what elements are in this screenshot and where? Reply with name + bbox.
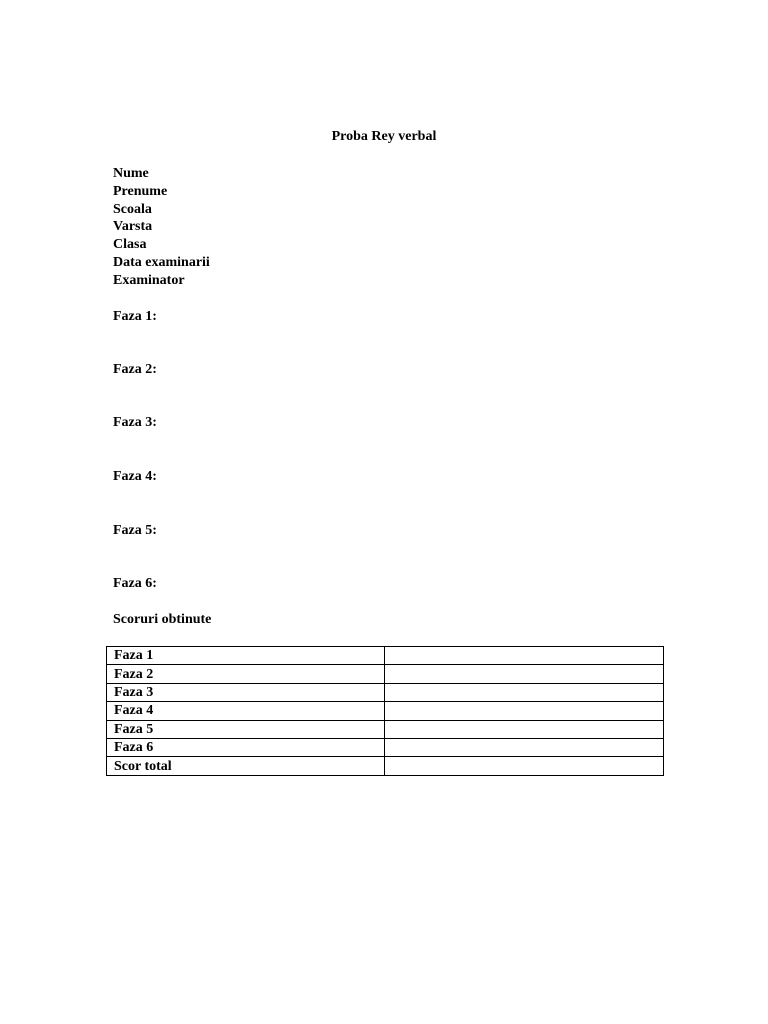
field-scoala: Scoala: [113, 201, 152, 217]
row-value-cell: [385, 702, 664, 720]
scores-title: Scoruri obtinute: [113, 612, 212, 627]
row-value-cell: [385, 720, 664, 738]
row-label: Faza 6: [107, 738, 385, 756]
scores-table: [106, 646, 664, 776]
field-data-examinarii: Data examinarii: [113, 254, 210, 270]
table-row: [107, 720, 664, 738]
table-row: [107, 757, 664, 775]
row-label: Faza 2: [107, 665, 385, 683]
phase-1-label: Faza 1:: [113, 309, 157, 324]
row-value-cell: [385, 757, 664, 775]
field-clasa: Clasa: [113, 237, 147, 253]
row-label: Scor total: [107, 757, 385, 775]
table-row: [107, 647, 664, 665]
phase-4-label: Faza 4:: [113, 469, 157, 484]
phase-2-label: Faza 2:: [113, 362, 157, 377]
table-row: [107, 702, 664, 720]
row-value-cell: [385, 665, 664, 683]
row-value-cell: [385, 647, 664, 665]
field-prenume: Prenume: [113, 183, 168, 199]
field-examinator: Examinator: [113, 272, 185, 288]
page-title: Proba Rey verbal: [331, 129, 437, 144]
examinee-fields: [113, 165, 210, 290]
table-row: [107, 665, 664, 683]
phase-6-label: Faza 6:: [113, 576, 157, 591]
row-value-cell: [385, 738, 664, 756]
row-label: Faza 4: [107, 702, 385, 720]
table-row: [107, 738, 664, 756]
row-label: Faza 3: [107, 683, 385, 701]
field-varsta: Varsta: [113, 219, 153, 235]
table-row: [107, 683, 664, 701]
row-value-cell: [385, 683, 664, 701]
row-label: Faza 5: [107, 720, 385, 738]
row-label: Faza 1: [107, 647, 385, 665]
phase-5-label: Faza 5:: [113, 523, 157, 538]
field-nume: Nume: [113, 166, 149, 181]
phase-3-label: Faza 3:: [113, 415, 157, 430]
